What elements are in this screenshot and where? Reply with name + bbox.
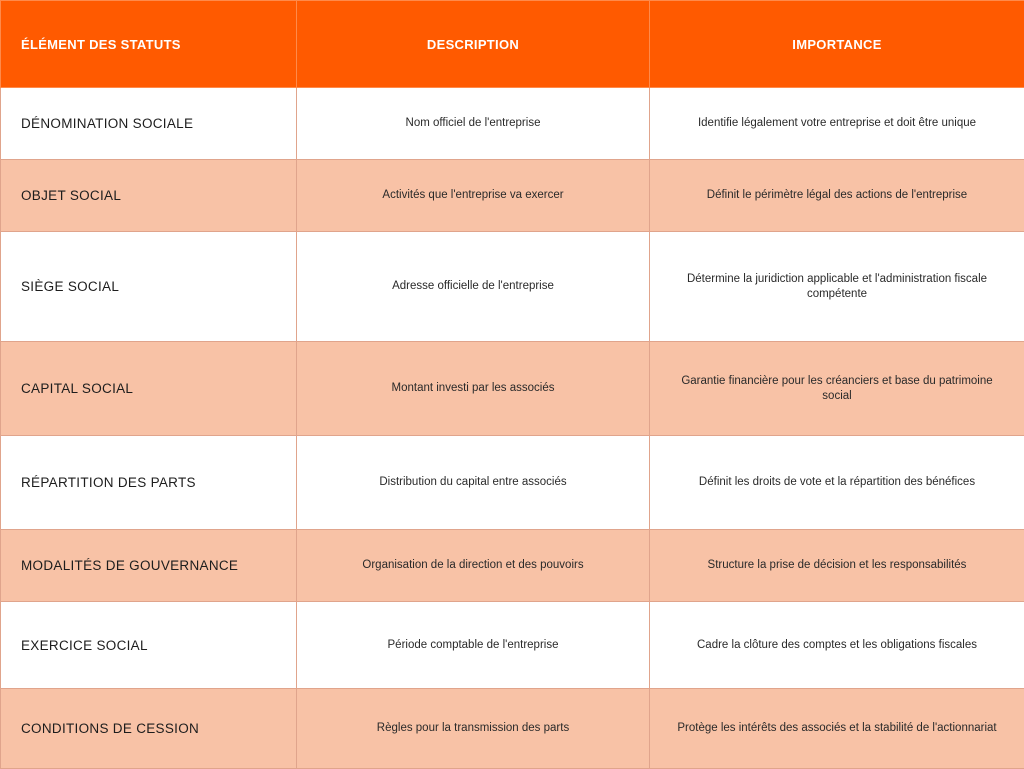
table-row: [1, 88, 1024, 160]
header-element: ÉLÉMENT DES STATUTS: [1, 1, 297, 88]
cell-element: DÉNOMINATION SOCIALE: [1, 88, 297, 160]
cell-description: Période comptable de l'entreprise: [297, 602, 650, 689]
cell-description: Nom officiel de l'entreprise: [297, 88, 650, 160]
cell-description: Montant investi par les associés: [297, 342, 650, 436]
cell-description: Organisation de la direction et des pouvoirs: [297, 530, 650, 602]
header-row: [1, 1, 1024, 88]
cell-importance: Définit le périmètre légal des actions de l'entreprise: [650, 160, 1024, 232]
cell-importance: Définit les droits de vote et la répartition des bénéfices: [650, 436, 1024, 530]
table-row: [1, 232, 1024, 342]
table-row: [1, 689, 1024, 769]
cell-description: Adresse officielle de l'entreprise: [297, 232, 650, 342]
table-row: [1, 160, 1024, 232]
table-row: [1, 530, 1024, 602]
cell-element: CAPITAL SOCIAL: [1, 342, 297, 436]
cell-description: Activités que l'entreprise va exercer: [297, 160, 650, 232]
table-row: [1, 602, 1024, 689]
table-row: [1, 342, 1024, 436]
cell-importance: Garantie financière pour les créanciers et base du patrimoine social: [650, 342, 1024, 436]
cell-element: CONDITIONS DE CESSION: [1, 689, 297, 769]
cell-element: OBJET SOCIAL: [1, 160, 297, 232]
cell-importance: Protège les intérêts des associés et la stabilité de l'actionnariat: [650, 689, 1024, 769]
cell-description: Règles pour la transmission des parts: [297, 689, 650, 769]
cell-description: Distribution du capital entre associés: [297, 436, 650, 530]
table-body: [1, 88, 1024, 769]
table-row: [1, 436, 1024, 530]
cell-element: SIÈGE SOCIAL: [1, 232, 297, 342]
cell-element: EXERCICE SOCIAL: [1, 602, 297, 689]
cell-element: MODALITÉS DE GOUVERNANCE: [1, 530, 297, 602]
cell-importance: Cadre la clôture des comptes et les obligations fiscales: [650, 602, 1024, 689]
cell-importance: Structure la prise de décision et les responsabilités: [650, 530, 1024, 602]
cell-importance: Détermine la juridiction applicable et l'administration fiscale compétente: [650, 232, 1024, 342]
header-description: DESCRIPTION: [297, 1, 650, 88]
cell-element: RÉPARTITION DES PARTS: [1, 436, 297, 530]
cell-importance: Identifie légalement votre entreprise et doit être unique: [650, 88, 1024, 160]
table-header: [1, 1, 1024, 88]
header-importance: IMPORTANCE: [650, 1, 1024, 88]
